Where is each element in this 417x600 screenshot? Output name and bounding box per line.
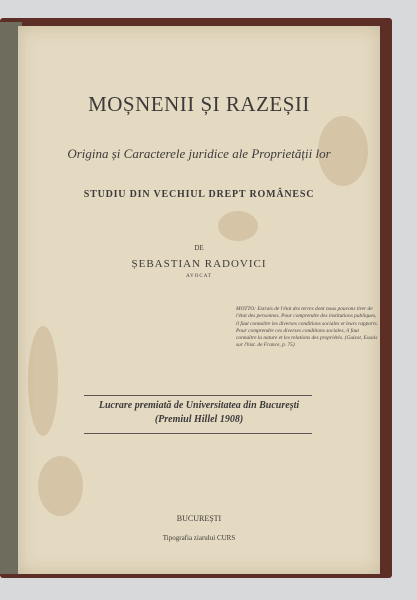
divider-top [84, 395, 312, 396]
author-name: ȘEBASTIAN RADOVICI [131, 258, 267, 270]
study-line: STUDIU DIN VECHIUL DREPT ROMÂNESC [83, 189, 315, 200]
publication-city: BUCUREȘTI [176, 514, 222, 523]
motto-text: MOTTO: Extrais de l'état des terres dont nous pouvons tirer de l'état des personnes. Pour comprendre des institutions publiques, il faut connaître les diverses conditions sociales et leurs rapports. Pour comprendre ces diverses conditions sociales, il faut connaître la nature et les relations des propriétés. (Guizot, Essais sur l'hist. de France, p. 75) [236, 306, 379, 349]
title-page [18, 26, 380, 574]
printer-name: Tipografia ziarului CURS [162, 534, 236, 542]
book-title: MOȘNENII ȘI RAZEȘII [88, 92, 310, 116]
by-label: DE [194, 244, 204, 252]
book-subtitle: Origina și Caracterele juridice ale Proprietății lor [67, 146, 331, 161]
author-role: AVOCAT [186, 274, 212, 279]
divider-bottom [84, 433, 312, 434]
prize-line: (Premiul Hillel 1908) [154, 414, 244, 425]
award-line: Lucrare premiată de Universitatea din București [98, 400, 300, 411]
